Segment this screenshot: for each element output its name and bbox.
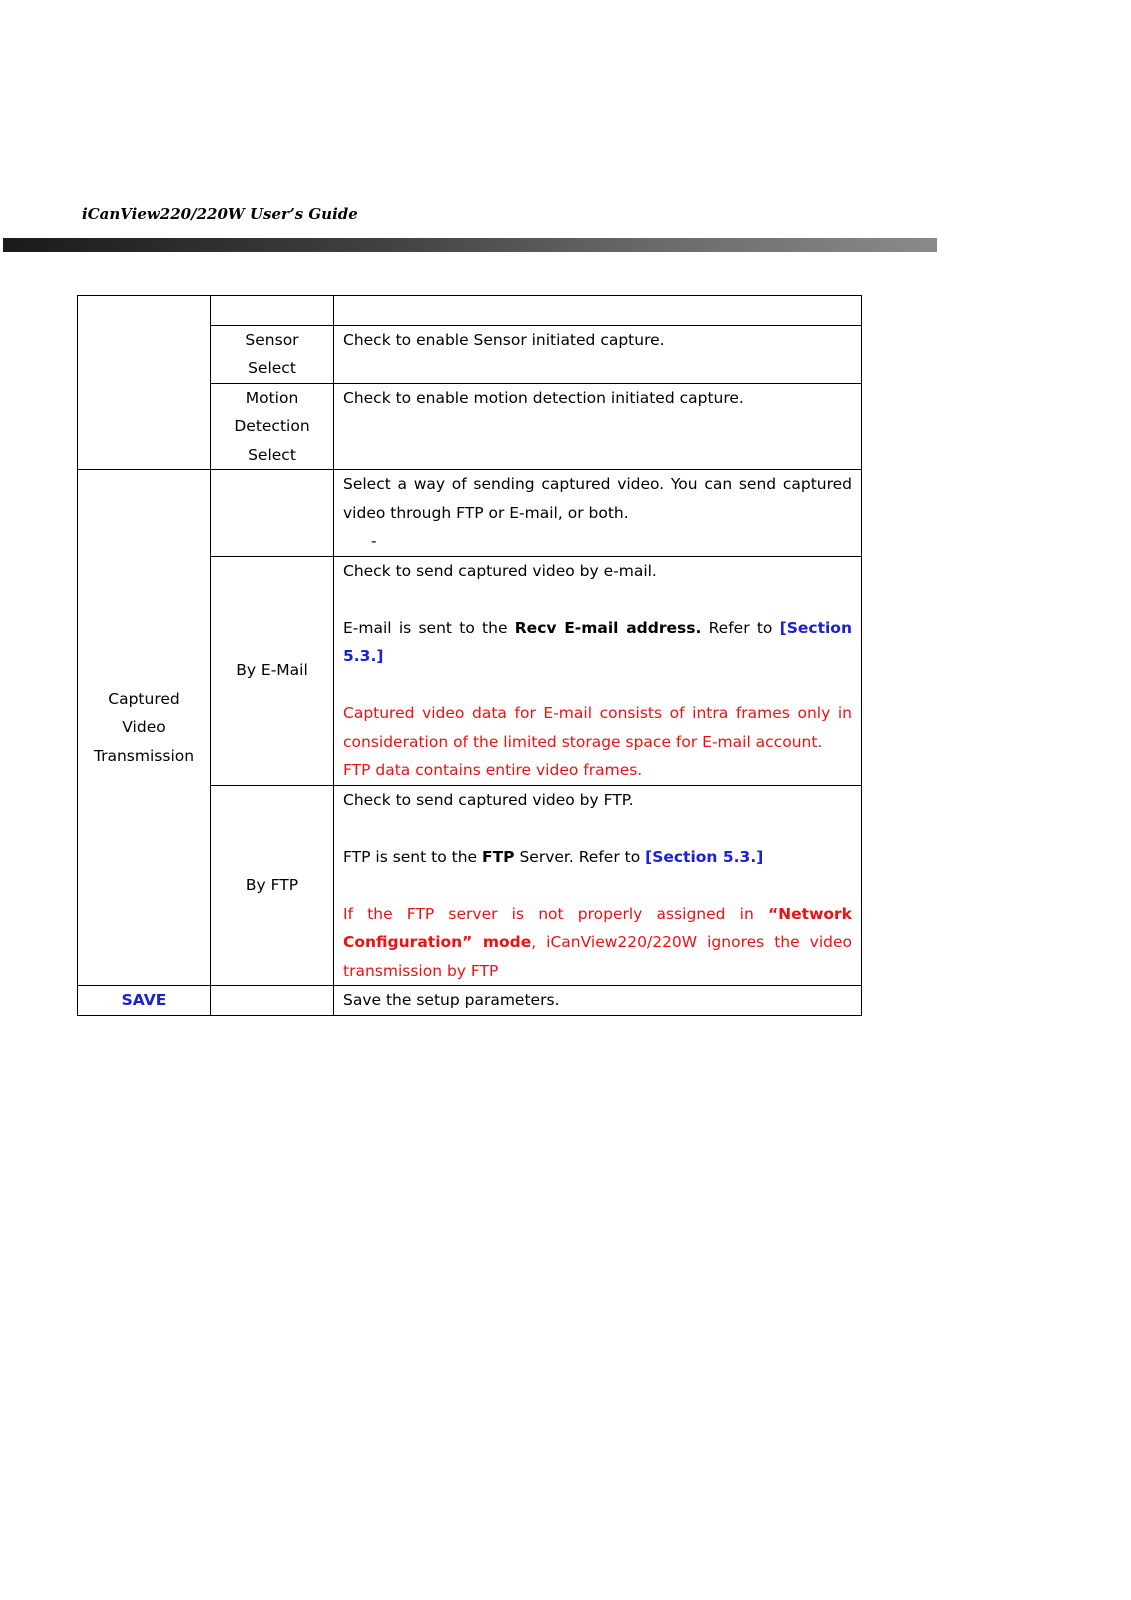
- sensor-select-label: Sensor Select: [211, 325, 334, 383]
- by-ftp-desc: [334, 785, 862, 986]
- recv-email-address-term: Recv E-mail address.: [514, 618, 702, 637]
- by-ftp-line2: FTP is sent to the FTP Server. Refer to [Section 5.3.]: [343, 847, 764, 866]
- by-email-line1: Check to send captured video by e-mail.: [343, 561, 657, 580]
- save-desc: Save the setup parameters.: [334, 986, 862, 1016]
- by-ftp-label: By FTP: [211, 785, 334, 986]
- captured-video-intro: [334, 470, 862, 557]
- by-email-note: Captured video data for E-mail consists of intra frames only in consideration of the limited storage space for E-mail account.: [343, 704, 852, 751]
- by-ftp-note: If the FTP server is not properly assigned in “Network Configuration” mode, iCanView220/220W ignores the video transmission by FTP: [343, 904, 852, 980]
- table-row-captured-intro: [78, 470, 862, 557]
- by-email-label: By E-Mail: [211, 556, 334, 785]
- section-5-3-link[interactable]: [Section 5.3.]: [645, 847, 764, 866]
- spacer: [343, 871, 852, 900]
- blank-cell: [211, 470, 334, 557]
- by-email-line2: E-mail is sent to the Recv E-mail address. Refer to [Section 5.3.]: [343, 618, 852, 665]
- captured-video-intro-dash: -: [371, 532, 377, 550]
- by-ftp-line1: Check to send captured video by FTP.: [343, 790, 634, 809]
- spacer: [343, 814, 852, 843]
- save-label: SAVE: [78, 986, 211, 1016]
- header-divider-bar: [3, 238, 937, 252]
- section-5-3-link[interactable]: [Section 5.3.]: [343, 618, 852, 665]
- table-row-top-blank: [78, 296, 862, 326]
- spacer: [343, 671, 852, 700]
- by-email-desc: [334, 556, 862, 785]
- blank-cell: [334, 296, 862, 326]
- table-row-save: [78, 986, 862, 1016]
- captured-video-intro-text: Select a way of sending captured video. You can send captured video through FTP or E-mail, or both.: [343, 475, 852, 522]
- spacer: [343, 585, 852, 614]
- motion-detection-select-desc: Check to enable motion detection initiated capture.: [334, 383, 862, 470]
- blank-cell: [211, 986, 334, 1016]
- blank-cell: [211, 296, 334, 326]
- by-email-note-2: FTP data contains entire video frames.: [343, 761, 643, 779]
- sensor-select-desc: Check to enable Sensor initiated capture.: [334, 325, 862, 383]
- document-header-title: iCanView220/220W User’s Guide: [82, 205, 358, 223]
- group-cell-capture-trigger: [78, 296, 211, 470]
- network-configuration-mode-term: “Network Configuration” mode: [343, 904, 852, 951]
- settings-table: [77, 295, 862, 1016]
- captured-video-transmission-label: Captured Video Transmission: [78, 470, 211, 986]
- motion-detection-select-label: Motion Detection Select: [211, 383, 334, 470]
- ftp-term: FTP: [482, 847, 515, 866]
